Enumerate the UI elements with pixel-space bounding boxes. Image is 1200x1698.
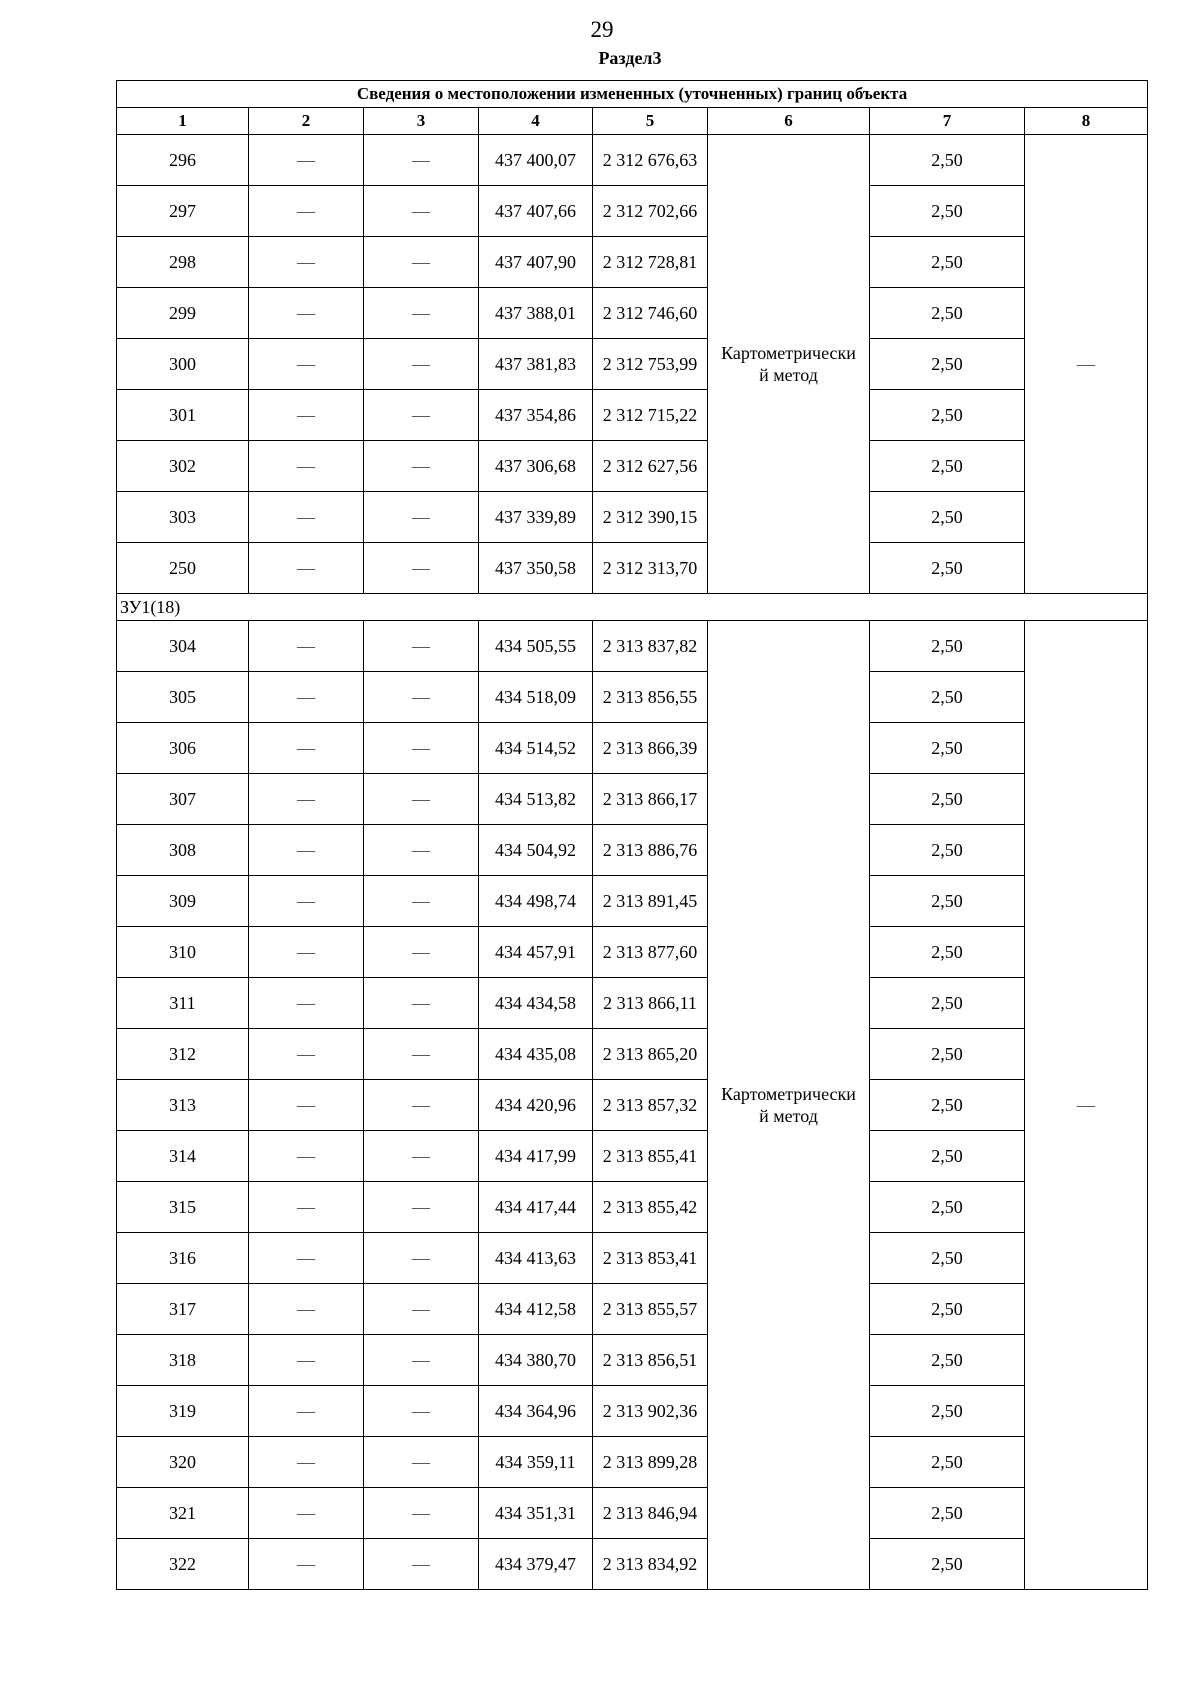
column-number-6: 6: [708, 108, 870, 135]
point-number: 318: [117, 1335, 249, 1386]
table-row: [117, 390, 1148, 441]
x-coordinate: 437 407,66: [479, 186, 593, 237]
x-coordinate: 434 420,96: [479, 1080, 593, 1131]
table-row: [117, 1284, 1148, 1335]
point-number: 305: [117, 672, 249, 723]
col3-value: —: [364, 237, 479, 288]
table-row: [117, 723, 1148, 774]
point-number: 311: [117, 978, 249, 1029]
col3-value: —: [364, 825, 479, 876]
table-row: [117, 1437, 1148, 1488]
x-coordinate: 437 381,83: [479, 339, 593, 390]
x-coordinate: 434 364,96: [479, 1386, 593, 1437]
point-number: 314: [117, 1131, 249, 1182]
x-coordinate: 434 351,31: [479, 1488, 593, 1539]
accuracy-value: 2,50: [870, 543, 1025, 594]
col8-value: —: [1025, 135, 1148, 594]
col2-value: —: [249, 186, 364, 237]
accuracy-value: 2,50: [870, 1386, 1025, 1437]
y-coordinate: 2 312 715,22: [593, 390, 708, 441]
accuracy-value: 2,50: [870, 288, 1025, 339]
table-row: [117, 1335, 1148, 1386]
column-number-5: 5: [593, 108, 708, 135]
col3-value: —: [364, 543, 479, 594]
page-number: 29: [590, 17, 614, 42]
col3-value: —: [364, 927, 479, 978]
accuracy-value: 2,50: [870, 1488, 1025, 1539]
col2-value: —: [249, 672, 364, 723]
col2-value: —: [249, 1029, 364, 1080]
accuracy-value: 2,50: [870, 1131, 1025, 1182]
point-number: 296: [117, 135, 249, 186]
point-number: 309: [117, 876, 249, 927]
column-number-1: 1: [117, 108, 249, 135]
column-number-4: 4: [479, 108, 593, 135]
accuracy-value: 2,50: [870, 978, 1025, 1029]
table-row: [117, 441, 1148, 492]
point-number: 301: [117, 390, 249, 441]
point-number: 313: [117, 1080, 249, 1131]
boundary-coordinates-table: [116, 80, 1148, 1590]
x-coordinate: 434 457,91: [479, 927, 593, 978]
y-coordinate: 2 313 899,28: [593, 1437, 708, 1488]
y-coordinate: 2 312 746,60: [593, 288, 708, 339]
x-coordinate: 434 412,58: [479, 1284, 593, 1335]
col2-value: —: [249, 927, 364, 978]
table-row: [117, 135, 1148, 186]
point-number: 308: [117, 825, 249, 876]
col3-value: —: [364, 339, 479, 390]
y-coordinate: 2 313 853,41: [593, 1233, 708, 1284]
method-text-line: й метод: [759, 1106, 818, 1126]
point-number: 322: [117, 1539, 249, 1590]
col2-value: —: [249, 1488, 364, 1539]
point-number: 298: [117, 237, 249, 288]
y-coordinate: 2 312 390,15: [593, 492, 708, 543]
col3-value: —: [364, 492, 479, 543]
col2-value: —: [249, 492, 364, 543]
col2-value: —: [249, 774, 364, 825]
x-coordinate: 434 518,09: [479, 672, 593, 723]
point-number: 250: [117, 543, 249, 594]
table-row: [117, 237, 1148, 288]
x-coordinate: 437 354,86: [479, 390, 593, 441]
y-coordinate: 2 313 855,57: [593, 1284, 708, 1335]
point-number: 310: [117, 927, 249, 978]
point-number: 312: [117, 1029, 249, 1080]
point-number: 320: [117, 1437, 249, 1488]
x-coordinate: 437 388,01: [479, 288, 593, 339]
table-row: [117, 672, 1148, 723]
y-coordinate: 2 313 855,41: [593, 1131, 708, 1182]
x-coordinate: 434 413,63: [479, 1233, 593, 1284]
table-row: [117, 774, 1148, 825]
col3-value: —: [364, 1182, 479, 1233]
table-row: [117, 927, 1148, 978]
col3-value: —: [364, 672, 479, 723]
col3-value: —: [364, 1233, 479, 1284]
point-number: 319: [117, 1386, 249, 1437]
col3-value: —: [364, 978, 479, 1029]
accuracy-value: 2,50: [870, 876, 1025, 927]
col2-value: —: [249, 339, 364, 390]
x-coordinate: 434 504,92: [479, 825, 593, 876]
accuracy-value: 2,50: [870, 1233, 1025, 1284]
table-row: [117, 1182, 1148, 1233]
col2-value: —: [249, 237, 364, 288]
col3-value: —: [364, 1488, 479, 1539]
table-title: Сведения о местоположении измененных (уточненных) границ объекта: [117, 81, 1148, 108]
x-coordinate: 437 306,68: [479, 441, 593, 492]
table-row: [117, 186, 1148, 237]
accuracy-value: 2,50: [870, 441, 1025, 492]
table-title-row: [117, 81, 1148, 108]
y-coordinate: 2 313 865,20: [593, 1029, 708, 1080]
table-row: [117, 876, 1148, 927]
table-row: [117, 288, 1148, 339]
y-coordinate: 2 313 837,82: [593, 621, 708, 672]
col2-value: —: [249, 876, 364, 927]
accuracy-value: 2,50: [870, 672, 1025, 723]
col3-value: —: [364, 1131, 479, 1182]
table-row: [117, 621, 1148, 672]
y-coordinate: 2 312 313,70: [593, 543, 708, 594]
y-coordinate: 2 312 753,99: [593, 339, 708, 390]
y-coordinate: 2 313 891,45: [593, 876, 708, 927]
x-coordinate: 434 380,70: [479, 1335, 593, 1386]
x-coordinate: 434 417,99: [479, 1131, 593, 1182]
accuracy-value: 2,50: [870, 1335, 1025, 1386]
col3-value: —: [364, 135, 479, 186]
table-row: [117, 1386, 1148, 1437]
col3-value: —: [364, 441, 479, 492]
accuracy-value: 2,50: [870, 1080, 1025, 1131]
y-coordinate: 2 312 627,56: [593, 441, 708, 492]
column-number-row: [117, 108, 1148, 135]
col2-value: —: [249, 978, 364, 1029]
method-text-line: Картометрически: [721, 1084, 856, 1104]
x-coordinate: 434 434,58: [479, 978, 593, 1029]
y-coordinate: 2 313 866,39: [593, 723, 708, 774]
section-title: Раздел3: [598, 48, 662, 68]
table-row: [117, 825, 1148, 876]
col2-value: —: [249, 135, 364, 186]
x-coordinate: 434 435,08: [479, 1029, 593, 1080]
x-coordinate: 434 513,82: [479, 774, 593, 825]
method-cell: [708, 621, 870, 1590]
col2-value: —: [249, 390, 364, 441]
accuracy-value: 2,50: [870, 621, 1025, 672]
col2-value: —: [249, 1182, 364, 1233]
x-coordinate: 434 514,52: [479, 723, 593, 774]
x-coordinate: 437 400,07: [479, 135, 593, 186]
accuracy-value: 2,50: [870, 723, 1025, 774]
col3-value: —: [364, 1284, 479, 1335]
x-coordinate: 434 379,47: [479, 1539, 593, 1590]
column-number-2: 2: [249, 108, 364, 135]
point-number: 307: [117, 774, 249, 825]
col2-value: —: [249, 441, 364, 492]
x-coordinate: 437 350,58: [479, 543, 593, 594]
accuracy-value: 2,50: [870, 1284, 1025, 1335]
accuracy-value: 2,50: [870, 1437, 1025, 1488]
col3-value: —: [364, 621, 479, 672]
point-number: 304: [117, 621, 249, 672]
col3-value: —: [364, 1386, 479, 1437]
col2-value: —: [249, 1386, 364, 1437]
col2-value: —: [249, 621, 364, 672]
col2-value: —: [249, 1131, 364, 1182]
x-coordinate: 434 498,74: [479, 876, 593, 927]
method-text-line: й метод: [759, 365, 818, 385]
accuracy-value: 2,50: [870, 237, 1025, 288]
y-coordinate: 2 313 902,36: [593, 1386, 708, 1437]
table-row: [117, 543, 1148, 594]
accuracy-value: 2,50: [870, 186, 1025, 237]
col3-value: —: [364, 1437, 479, 1488]
accuracy-value: 2,50: [870, 1539, 1025, 1590]
col3-value: —: [364, 288, 479, 339]
y-coordinate: 2 313 856,55: [593, 672, 708, 723]
method-text-line: Картометрически: [721, 343, 856, 363]
point-number: 302: [117, 441, 249, 492]
accuracy-value: 2,50: [870, 927, 1025, 978]
point-number: 321: [117, 1488, 249, 1539]
group-label-row: [117, 594, 1148, 621]
table-row: [117, 1080, 1148, 1131]
accuracy-value: 2,50: [870, 339, 1025, 390]
col3-value: —: [364, 1539, 479, 1590]
y-coordinate: 2 313 834,92: [593, 1539, 708, 1590]
x-coordinate: 434 505,55: [479, 621, 593, 672]
col3-value: —: [364, 876, 479, 927]
x-coordinate: 434 359,11: [479, 1437, 593, 1488]
point-number: 303: [117, 492, 249, 543]
point-number: 317: [117, 1284, 249, 1335]
y-coordinate: 2 313 866,11: [593, 978, 708, 1029]
method-cell: [708, 135, 870, 594]
col2-value: —: [249, 825, 364, 876]
col2-value: —: [249, 1080, 364, 1131]
x-coordinate: 434 417,44: [479, 1182, 593, 1233]
col2-value: —: [249, 1335, 364, 1386]
col3-value: —: [364, 390, 479, 441]
accuracy-value: 2,50: [870, 1182, 1025, 1233]
y-coordinate: 2 312 728,81: [593, 237, 708, 288]
y-coordinate: 2 312 702,66: [593, 186, 708, 237]
accuracy-value: 2,50: [870, 774, 1025, 825]
table-body: [117, 135, 1148, 1590]
table-row: [117, 978, 1148, 1029]
col2-value: —: [249, 288, 364, 339]
accuracy-value: 2,50: [870, 390, 1025, 441]
table-row: [117, 1029, 1148, 1080]
column-number-7: 7: [870, 108, 1025, 135]
table-row: [117, 1539, 1148, 1590]
table-row: [117, 1131, 1148, 1182]
col2-value: —: [249, 723, 364, 774]
accuracy-value: 2,50: [870, 135, 1025, 186]
table-row: [117, 339, 1148, 390]
y-coordinate: 2 313 877,60: [593, 927, 708, 978]
accuracy-value: 2,50: [870, 492, 1025, 543]
column-number-3: 3: [364, 108, 479, 135]
col2-value: —: [249, 1233, 364, 1284]
point-number: 297: [117, 186, 249, 237]
point-number: 316: [117, 1233, 249, 1284]
accuracy-value: 2,50: [870, 825, 1025, 876]
y-coordinate: 2 313 856,51: [593, 1335, 708, 1386]
col3-value: —: [364, 774, 479, 825]
col3-value: —: [364, 1029, 479, 1080]
col8-value: —: [1025, 621, 1148, 1590]
col3-value: —: [364, 186, 479, 237]
y-coordinate: 2 313 846,94: [593, 1488, 708, 1539]
y-coordinate: 2 313 886,76: [593, 825, 708, 876]
accuracy-value: 2,50: [870, 1029, 1025, 1080]
x-coordinate: 437 407,90: [479, 237, 593, 288]
col3-value: —: [364, 1080, 479, 1131]
y-coordinate: 2 313 866,17: [593, 774, 708, 825]
group-label: ЗУ1(18): [117, 594, 1148, 621]
table-row: [117, 492, 1148, 543]
point-number: 306: [117, 723, 249, 774]
col2-value: —: [249, 1284, 364, 1335]
y-coordinate: 2 313 857,32: [593, 1080, 708, 1131]
col2-value: —: [249, 1539, 364, 1590]
table-row: [117, 1233, 1148, 1284]
point-number: 315: [117, 1182, 249, 1233]
point-number: 299: [117, 288, 249, 339]
y-coordinate: 2 312 676,63: [593, 135, 708, 186]
column-number-8: 8: [1025, 108, 1148, 135]
col2-value: —: [249, 1437, 364, 1488]
col3-value: —: [364, 723, 479, 774]
y-coordinate: 2 313 855,42: [593, 1182, 708, 1233]
col3-value: —: [364, 1335, 479, 1386]
table-row: [117, 1488, 1148, 1539]
x-coordinate: 437 339,89: [479, 492, 593, 543]
point-number: 300: [117, 339, 249, 390]
col2-value: —: [249, 543, 364, 594]
